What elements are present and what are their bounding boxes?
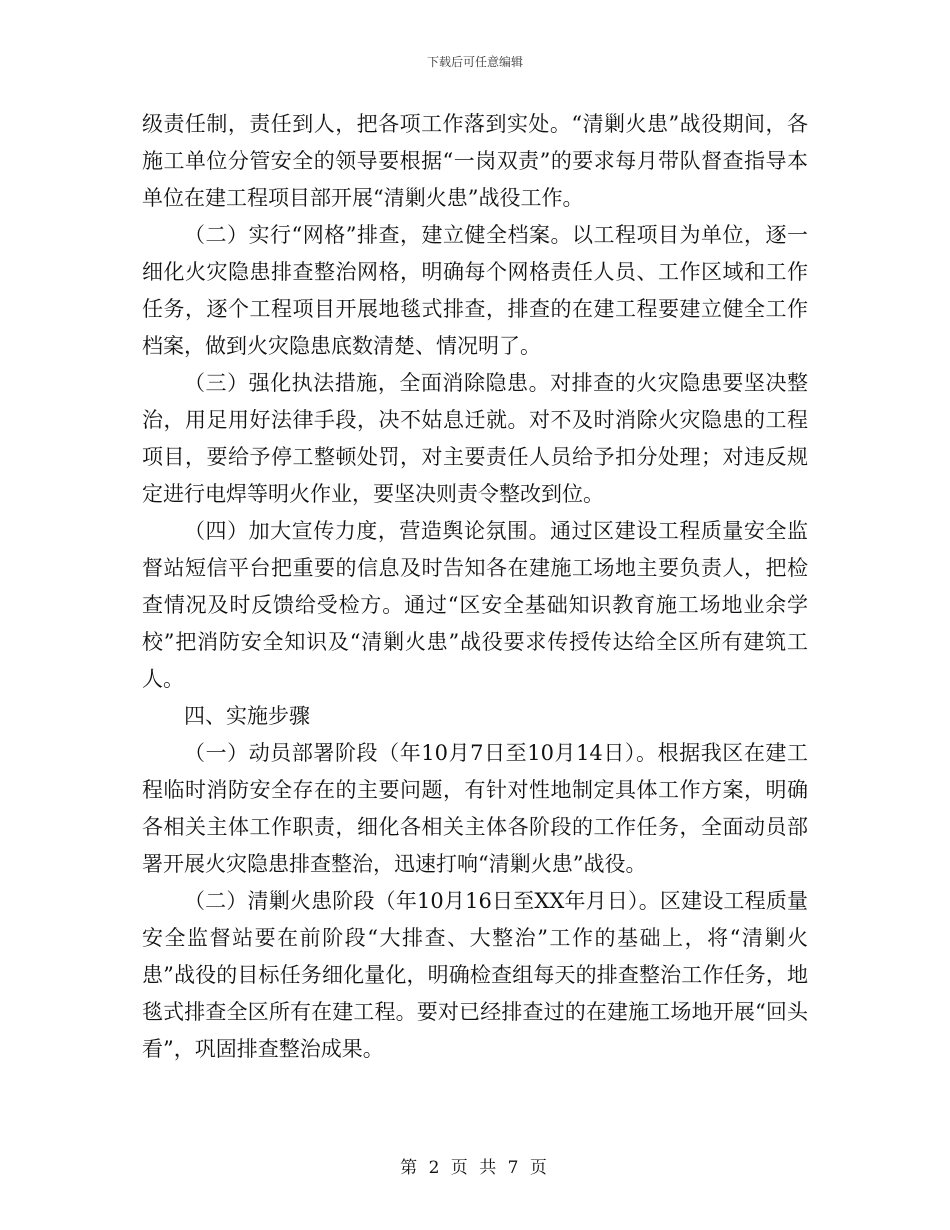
paragraph-publicity: （四）加大宣传力度，营造舆论氛围。通过区建设工程质量安全监督站短信平台把重要的信息及时告知各在建施工场地主要负责人，把检查情况及时反馈给受检方。通过“区安全基础知识教育施工场地业余学校”把消防安全知识及“清剿火患”战役要求传授传达给全区所有建筑工人。: [142, 519, 808, 691]
page-number: 第 2 页 共 7 页: [400, 1158, 550, 1178]
page-header: 下载后可任意编辑: [426, 55, 523, 69]
document-body: [142, 106, 808, 1068]
paragraph-continued: 级责任制，责任到人，把各项工作落到实处。“清剿火患”战役期间，各施工单位分管安全的领导要根据“一岗双责”的要求每月带队督查指导本单位在建工程项目部开展“清剿火患”战役工作。: [142, 112, 808, 210]
paragraph-clearance-stage: （二）清剿火患阶段（年10月16日至XX年月日）。区建设工程质量安全监督站要在前阶段“大排查、大整治”工作的基础上，将“清剿火患”战役的目标任务细化量化，明确检查组每天的排查整治工作任务，地毯式排查全区所有在建工程。要对已经排查过的在建施工场地开展“回头看”，巩固排查整治成果。: [142, 889, 808, 1061]
paragraph-mobilization-stage: （一）动员部署阶段（年10月7日至10月14日）。根据我区在建工程临时消防安全存在的主要问题，有针对性地制定具体工作方案，明确各相关主体工作职责，细化各相关主体各阶段的工作任务，全面动员部署开展火灾隐患排查整治，迅速打响“清剿火患”战役。: [142, 741, 808, 876]
paragraph-grid-inspection: （二）实行“网格”排查，建立健全档案。以工程项目为单位，逐一细化火灾隐患排查整治网格，明确每个网格责任人员、工作区域和工作任务，逐个工程项目开展地毯式排查，排查的在建工程要建立健全工作档案，做到火灾隐患底数清楚、情况明了。: [142, 223, 808, 358]
section-heading-implementation-steps: 四、实施步骤: [184, 704, 310, 728]
paragraph-enforcement: （三）强化执法措施，全面消除隐患。对排查的火灾隐患要坚决整治，用足用好法律手段，决不姑息迁就。对不及时消除火灾隐患的工程项目，要给予停工整顿处罚，对主要责任人员给予扣分处理；对违反规定进行电焊等明火作业，要坚决则责令整改到位。: [142, 371, 808, 506]
